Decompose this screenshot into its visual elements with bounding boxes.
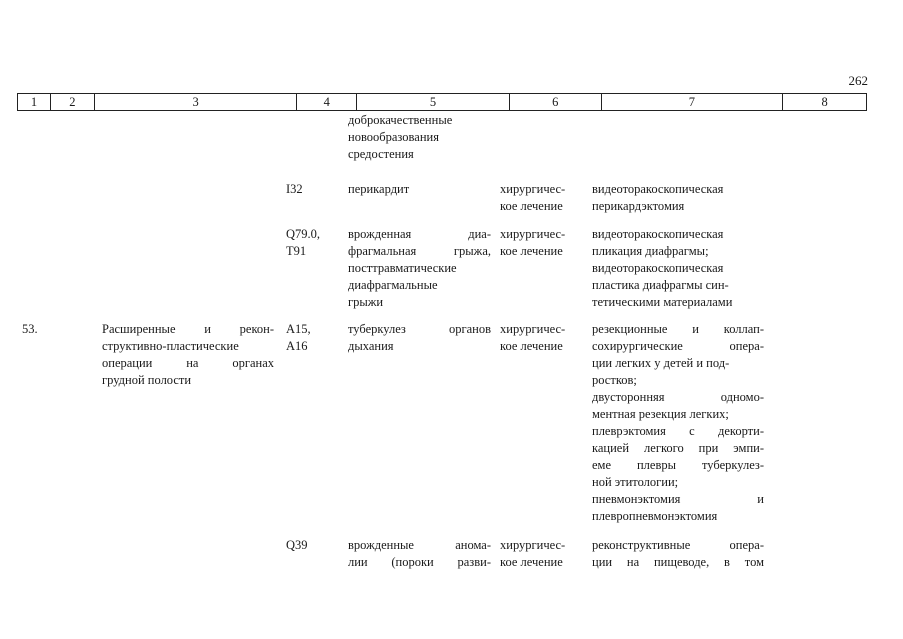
row-2-disease-line: фрагмальная грыжа, bbox=[348, 244, 491, 258]
header-col-8: 8 bbox=[821, 95, 828, 109]
row-3-operation-group-line: Расширенные и рекон- bbox=[102, 322, 274, 336]
row-3-operation-group-line: грудной полости bbox=[102, 373, 192, 387]
header-col-7: 7 bbox=[602, 94, 784, 110]
row-3-method-line: пневмонэктомия и bbox=[592, 492, 764, 506]
row-3-disease-line: дыхания bbox=[348, 339, 394, 353]
row-1-treatment-type: хирургичес- кое лечение bbox=[500, 182, 566, 213]
row-1-method: видеоторакоскопическая перикардэктомия bbox=[592, 182, 724, 213]
row-3-method-line: резекционные и коллап- bbox=[592, 322, 764, 336]
table-header bbox=[17, 93, 867, 111]
row-2-disease-line: врожденная диа- bbox=[348, 227, 491, 241]
header-col-3: 3 bbox=[95, 94, 298, 110]
row-4-method-line: ции на пищеводе, в том bbox=[592, 555, 764, 569]
row-1-disease: перикардит bbox=[348, 182, 410, 196]
row-3-method-line: ментная резекция легких; bbox=[592, 407, 729, 421]
row-3-method bbox=[592, 321, 764, 525]
row-3-method-line: ростков; bbox=[592, 373, 637, 387]
row-3-method-line: плеврэктомия с декорти- bbox=[592, 424, 764, 438]
header-col-6: 6 bbox=[510, 94, 602, 110]
row-1-code: I32 bbox=[286, 182, 303, 196]
row-3-number: 53. bbox=[22, 322, 38, 336]
row-3-method-line: кацией легкого при эмпи- bbox=[592, 441, 764, 455]
row-4-disease bbox=[348, 537, 491, 571]
row-4-method-line: реконструктивные опера- bbox=[592, 538, 764, 552]
row-4-treatment-type: хирургичес- кое лечение bbox=[500, 538, 566, 569]
row-2-disease-line: грыжи bbox=[348, 295, 384, 309]
row-3-method-line: еме плевры туберкулез- bbox=[592, 458, 764, 472]
row-4-disease-line: врожденные анома- bbox=[348, 538, 491, 552]
row-3-code: A15, A16 bbox=[286, 322, 311, 353]
page-number: 262 bbox=[848, 73, 868, 88]
row-2-method: видеоторакоскопическая пликация диафрагмы; видеоторакоскопическая пластика диафрагмы син- тетическими материалами bbox=[592, 227, 733, 309]
row-3-operation-group bbox=[102, 321, 274, 389]
row-3-operation-group-line: операции на органах bbox=[102, 356, 274, 370]
header-col-2: 2 bbox=[51, 94, 95, 110]
row-3-method-line: ной этитологии; bbox=[592, 475, 679, 489]
row-4-method bbox=[592, 537, 764, 571]
row-2-disease-line: диафрагмальные bbox=[348, 278, 438, 292]
row-3-disease-line: туберкулез органов bbox=[348, 322, 491, 336]
header-col-5: 5 bbox=[357, 94, 510, 110]
row-2-disease-line: посттравматические bbox=[348, 261, 457, 275]
row-3-method-line: плевропневмонэктомия bbox=[592, 509, 718, 523]
row-4-code: Q39 bbox=[286, 538, 308, 552]
header-col-1: 1 bbox=[18, 94, 51, 110]
row-3-disease bbox=[348, 321, 491, 355]
row-3-treatment-type: хирургичес- кое лечение bbox=[500, 322, 566, 353]
row-3-method-line: сохирургические опера- bbox=[592, 339, 764, 353]
row-3-operation-group-line: структивно-пластические bbox=[102, 339, 239, 353]
row-2-treatment-type: хирургичес- кое лечение bbox=[500, 227, 566, 258]
row-3-method-line: двусторонняя одномо- bbox=[592, 390, 764, 404]
row-4-disease-line: лии (пороки разви- bbox=[348, 555, 491, 569]
row-2-disease bbox=[348, 226, 491, 311]
row-3-method-line: ции легких у детей и под- bbox=[592, 356, 730, 370]
row-2-code: Q79.0, T91 bbox=[286, 227, 321, 258]
header-col-4: 4 bbox=[297, 94, 357, 110]
row-0-disease: доброкачественные новообразования средостения bbox=[348, 113, 453, 161]
